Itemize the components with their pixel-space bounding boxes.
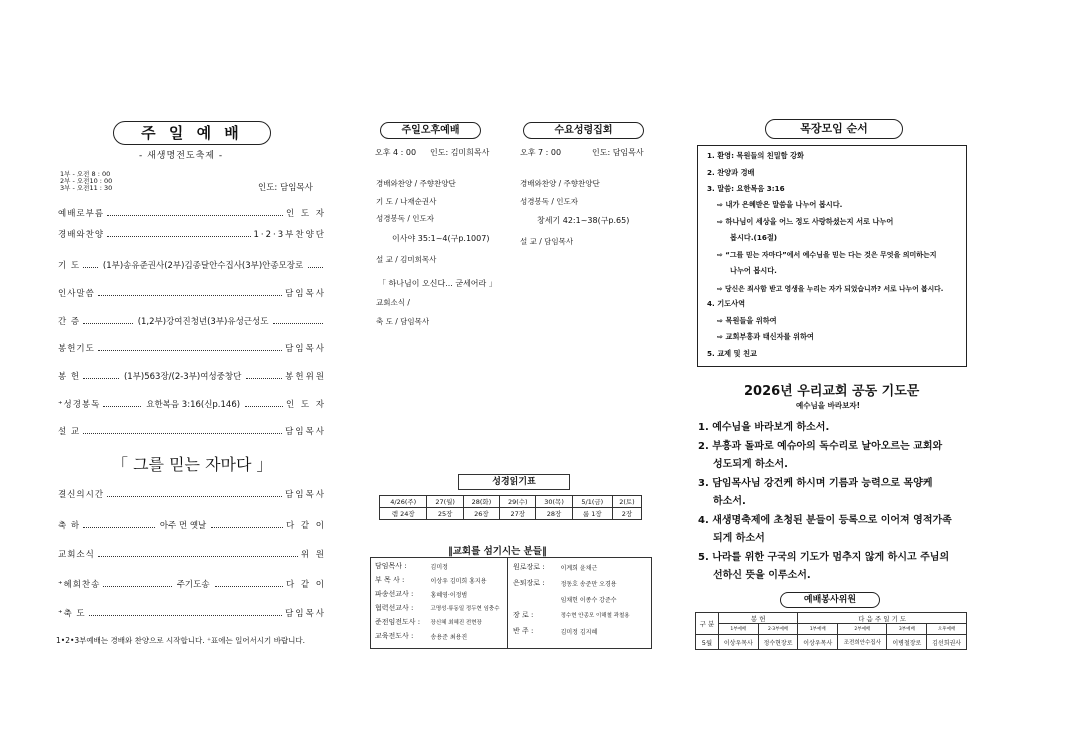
order-label: ⁺성경봉독 xyxy=(58,400,101,410)
service-name: 김선희권사 xyxy=(927,635,967,650)
service-order-row xyxy=(58,315,326,327)
service-leader: 인도: 담임목사 xyxy=(258,183,313,193)
reading-date: 29(수) xyxy=(500,496,536,508)
wednesday-item: 경배와찬양 / 주향찬양단 xyxy=(520,179,600,188)
reading-date: 2(토) xyxy=(612,496,641,508)
order-person: 인 도 자 xyxy=(285,400,327,410)
order-person: 담임목사 xyxy=(285,427,326,437)
cell-item: ⇨ 하나님이 세상을 어느 정도 사랑하셨는지 서로 나누어 xyxy=(717,217,894,226)
service-order-row xyxy=(58,207,326,219)
dot-leader xyxy=(89,615,283,616)
service-name: 조전희안수집사 xyxy=(838,635,887,650)
order-person: 담임목사 xyxy=(285,609,326,619)
afternoon-time: 오후 4 : 00 xyxy=(375,148,417,157)
order-person: 1·2·3부찬양단 xyxy=(253,230,326,240)
reading-table xyxy=(379,495,642,520)
sunday-service-title: 주 일 예 배 xyxy=(113,121,271,145)
service-order-row xyxy=(58,607,326,619)
afternoon-item: 「 하나님이 오신다... 굳세어라 」 xyxy=(378,279,497,288)
dot-leader xyxy=(308,267,323,268)
staff-role: 반 주 : xyxy=(513,627,534,635)
order-label: ⁺헤회찬송 xyxy=(58,580,101,590)
staff-divider xyxy=(507,558,508,648)
wednesday-leader: 인도: 담임목사 xyxy=(592,148,644,157)
service-header-row xyxy=(696,613,967,624)
order-person: 담임목사 xyxy=(285,344,326,354)
dot-leader xyxy=(83,527,155,528)
order-person: 다 같 이 xyxy=(285,580,326,590)
staff-names: 정수현 안종모 이해철 곽철용 xyxy=(560,613,630,619)
cell-item: 봅시다.(16절) xyxy=(730,233,778,242)
service-name: 이상우목사 xyxy=(798,635,838,650)
staff-left-table xyxy=(371,559,507,643)
staff-names: 정동호 송준만 오경용 xyxy=(560,580,617,588)
prayer-subtitle: 예수님을 바라보자! xyxy=(796,401,860,410)
afternoon-leader: 인도: 김미희목사 xyxy=(430,148,490,157)
dot-leader xyxy=(107,236,250,237)
dot-leader xyxy=(83,378,119,379)
dot-leader xyxy=(246,378,282,379)
cell-item: 1. 환영: 목원들의 친밀함 강화 xyxy=(707,151,804,160)
order-label: 봉 헌 xyxy=(58,372,81,382)
service-header-bongheon: 봉 헌 xyxy=(718,613,797,624)
reading-dates-row xyxy=(380,496,642,508)
cell-item: ⇨ 당신은 죄사함 받고 영생을 누리는 자가 되었습니까? 서로 나누어 봅시다. xyxy=(717,285,944,293)
dot-leader xyxy=(215,586,283,587)
service-header-next: 다 음 주 일 기 도 xyxy=(798,613,967,624)
order-label: 결신의시간 xyxy=(58,490,105,500)
staff-names: 고명성·류동일 정두현 임충수 xyxy=(430,606,500,612)
prayer-line: 2. 부흥과 돌파로 예슈아의 독수리로 날아오르는 교회와 xyxy=(698,441,943,452)
order-label: 경배와찬양 xyxy=(58,230,105,240)
order-person: 인 도 자 xyxy=(285,209,326,219)
afternoon-item: 이사야 35:1~4(구p.1007) xyxy=(392,234,490,243)
reading-chapter: 2장 xyxy=(612,508,641,520)
dot-leader xyxy=(103,586,171,587)
staff-role: 교육전도사 : xyxy=(375,632,414,640)
staff-role: 파송선교사 : xyxy=(375,590,414,598)
dot-leader xyxy=(98,295,282,296)
order-person: 봉헌위원 xyxy=(285,372,327,382)
cell-item: ⇨ “그를 믿는 자마다”에서 예수님을 믿는 다는 것은 무엇을 의미하는지 xyxy=(717,251,937,259)
reading-date: 4/26(주) xyxy=(380,496,427,508)
order-person: 담임목사 xyxy=(285,289,326,299)
service-sub: 2·3부예배 xyxy=(758,624,798,635)
wednesday-item: 창세기 42:1~38(구p.65) xyxy=(537,216,630,225)
afternoon-item: 교회소식 / xyxy=(376,298,410,307)
service-subtitle: - 새생명전도축제 - xyxy=(139,151,224,161)
reading-chapter: 26장 xyxy=(463,508,499,520)
dot-leader xyxy=(103,406,141,407)
order-label: 간 증 xyxy=(58,317,81,327)
staff-role: 부 목 사 : xyxy=(375,576,405,584)
prayer-line: 되게 하소서 xyxy=(713,533,765,544)
dot-leader xyxy=(107,496,282,497)
service-table xyxy=(695,612,967,650)
prayer-line: 선하신 뜻을 이루소서. xyxy=(713,570,811,581)
afternoon-item: 축 도 / 담임목사 xyxy=(376,317,430,326)
cell-item: 2. 찬양과 경배 xyxy=(707,168,755,177)
prayer-line: 성도되게 하소서. xyxy=(713,459,788,470)
staff-names: 장신혜 최혜진 전현장 xyxy=(430,620,482,626)
reading-date: 27(월) xyxy=(427,496,463,508)
service-order-row xyxy=(58,578,326,590)
dot-leader xyxy=(83,267,98,268)
reading-date: 5/1(금) xyxy=(572,496,612,508)
staff-role: 담임목사 : xyxy=(375,562,407,570)
wednesday-item: 설 교 / 담임목사 xyxy=(520,237,574,246)
service-order-row xyxy=(58,548,326,560)
wednesday-time: 오후 7 : 00 xyxy=(520,148,562,157)
service-time-1: 1부 - 오전 8 : 00 xyxy=(60,170,111,178)
staff-role: 장 로 : xyxy=(513,611,534,619)
order-detail: 요한복음 3:16(신p.146) xyxy=(146,400,241,410)
dot-leader xyxy=(98,350,282,351)
service-name: 이상우목사 xyxy=(718,635,758,650)
order-label: 교회소식 xyxy=(58,550,95,560)
cell-item: 5. 교제 및 친교 xyxy=(707,349,757,358)
prayer-line: 3. 담임목사님 강건케 하시며 기름과 능력으로 목양케 xyxy=(698,478,933,489)
reading-title: 성경읽기표 xyxy=(492,477,536,487)
service-order-row xyxy=(58,519,326,531)
service-time-2: 2부 - 오전10 : 00 xyxy=(60,177,113,185)
order-detail: 아주 먼 옛날 xyxy=(159,521,207,531)
order-label: 인사말씀 xyxy=(58,289,95,299)
reading-chapter: 25장 xyxy=(427,508,463,520)
staff-names: 김미정 xyxy=(430,563,448,571)
prayer-line: 하소서. xyxy=(713,496,746,507)
cell-item: 4. 기도사역 xyxy=(707,299,746,308)
afternoon-item: 설 교 / 김미희목사 xyxy=(376,255,437,264)
order-label: 기 도 xyxy=(58,261,81,271)
staff-role xyxy=(509,591,557,607)
staff-role: 협력선교사 : xyxy=(375,604,414,612)
order-label: 봉헌기도 xyxy=(58,344,95,354)
staff-names: 송용준 최용진 xyxy=(430,633,468,641)
afternoon-item: 성경봉독 / 인도자 xyxy=(376,214,435,223)
service-order-row xyxy=(58,259,326,271)
service-order-row xyxy=(58,425,326,437)
dot-leader xyxy=(245,406,283,407)
reading-chapter: 27장 xyxy=(500,508,536,520)
service-subheader-row xyxy=(696,624,967,635)
dot-leader xyxy=(98,556,298,557)
afternoon-item: 경배와찬양 / 주향찬양단 xyxy=(376,179,456,188)
service-order-row xyxy=(58,488,326,500)
order-detail: (1,2부)강여진청년(3부)유성근성도 xyxy=(137,317,269,327)
service-name: 이병철장로 xyxy=(887,635,927,650)
prayer-line: 1. 예수님을 바라보게 하소서. xyxy=(698,422,830,433)
service-name: 정수현장로 xyxy=(758,635,798,650)
dot-leader xyxy=(273,323,323,324)
service-order-row xyxy=(58,287,326,299)
service-volunteers-title: 예배봉사위원 xyxy=(780,592,880,608)
service-header-gubun: 구 분 xyxy=(696,613,719,635)
wednesday-service-title: 수요성령집회 xyxy=(523,122,644,139)
order-person: 위 원 xyxy=(300,550,326,560)
staff-role: 원로장로 : xyxy=(513,563,545,571)
order-person: 다 같 이 xyxy=(285,521,327,531)
dot-leader xyxy=(107,215,283,216)
order-label: ⁺축 도 xyxy=(58,609,86,619)
prayer-line: 5. 나라를 위한 구국의 기도가 멈추지 않게 하시고 주님의 xyxy=(698,552,950,563)
service-month: 5월 xyxy=(696,635,719,650)
staff-names: 이상우 김미희 홍지용 xyxy=(430,577,487,585)
service-order-row xyxy=(58,342,326,354)
sermon-title: 「 그를 믿는 자마다 」 xyxy=(112,455,273,474)
order-label: 설 교 xyxy=(58,427,81,437)
cell-item: 3. 말씀: 요한복음 3:16 xyxy=(707,184,785,193)
reading-date: 28(화) xyxy=(463,496,499,508)
service-sub: 오후예배 xyxy=(927,624,967,635)
service-sub: 2부예배 xyxy=(838,624,887,635)
footnote: 1•2•3부예배는 경배와 찬양으로 시작합니다. ⁺표에는 일어서시기 바랍니다. xyxy=(56,636,306,645)
service-sub: 1부예배 xyxy=(718,624,758,635)
staff-box xyxy=(370,557,652,649)
staff-names: 이계희 윤채근 xyxy=(560,564,598,572)
order-person: 담임목사 xyxy=(285,490,326,500)
order-detail: 주기도송 xyxy=(176,580,210,590)
cell-item: ⇨ 목원들을 위하여 xyxy=(717,316,777,325)
reading-chapters-row xyxy=(380,508,642,520)
reading-chapter: 룸 1장 xyxy=(572,508,612,520)
service-order-row xyxy=(58,370,326,382)
wednesday-item: 성경봉독 / 인도자 xyxy=(520,197,579,206)
service-sub: 3부예배 xyxy=(887,624,927,635)
order-detail: (1부)송유준권사(2부)김종달안수집사(3부)안종모장로 xyxy=(102,261,304,271)
reading-title-box xyxy=(458,474,570,490)
service-order-row xyxy=(58,228,326,240)
staff-right-table xyxy=(509,559,649,639)
reading-chapter: 렘 24장 xyxy=(380,508,427,520)
reading-chapter: 28장 xyxy=(536,508,572,520)
cell-item: 나누어 봅시다. xyxy=(730,266,777,275)
staff-names: 홍혜영·이정범 xyxy=(430,591,468,599)
cell-item: ⇨ 교회부흥과 태신자를 위하여 xyxy=(717,332,814,341)
cell-meeting-title: 목장모임 순서 xyxy=(765,119,903,139)
reading-date: 30(목) xyxy=(536,496,572,508)
order-label: 축 하 xyxy=(58,521,81,531)
cell-item: ⇨ 내가 은혜받은 말씀을 나누어 봅시다. xyxy=(717,200,843,209)
staff-names: 김미정 김지혜 xyxy=(560,628,598,636)
service-names-row xyxy=(696,635,967,650)
prayer-title: 2026년 우리교회 공동 기도문 xyxy=(744,384,920,399)
staff-names: 임채헌 이종수 강준수 xyxy=(560,596,617,604)
staff-role: 준전임전도사 : xyxy=(375,618,421,626)
dot-leader xyxy=(83,323,133,324)
service-time-3: 3부 - 오전11 : 30 xyxy=(60,184,113,192)
service-order-row xyxy=(58,398,326,410)
afternoon-item: 기 도 / 나재순권사 xyxy=(376,197,437,206)
dot-leader xyxy=(211,527,283,528)
staff-role: 은퇴장로 : xyxy=(513,579,545,587)
order-detail: (1부)563장/(2-3부)여성중창단 xyxy=(123,372,242,382)
staff-title: ‖교회를 섬기시는 분들‖ xyxy=(448,546,547,557)
dot-leader xyxy=(83,433,282,434)
service-sub: 1부예배 xyxy=(798,624,838,635)
order-label: 예배로부름 xyxy=(58,209,105,219)
prayer-line: 4. 새생명축제에 초청된 분들이 등록으로 이어져 영적가족 xyxy=(698,515,952,526)
afternoon-service-title: 주일오후예배 xyxy=(380,122,481,139)
